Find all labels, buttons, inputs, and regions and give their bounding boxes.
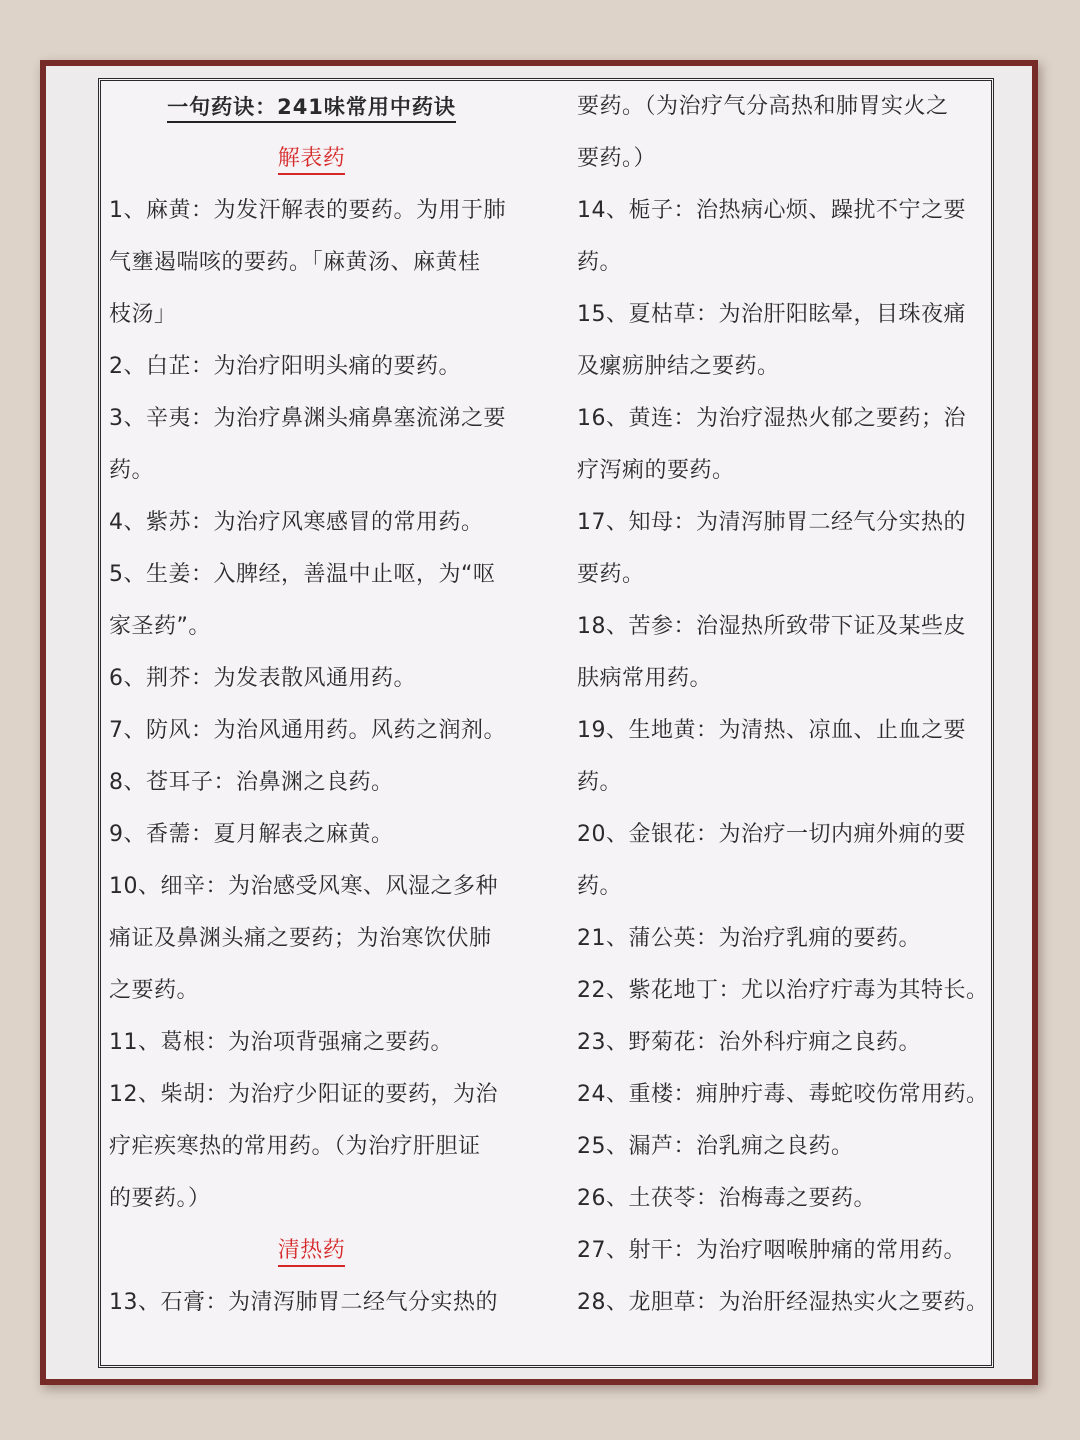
text-line: 及瘰疬肿结之要药。 bbox=[577, 354, 780, 379]
text-line: 枝汤」 bbox=[109, 302, 177, 327]
text-line: 药。 bbox=[109, 458, 155, 483]
text-line: 22、紫花地丁：尤以治疗疔毒为其特长。 bbox=[577, 978, 989, 1003]
content-border bbox=[98, 78, 994, 1368]
text-line: 药。 bbox=[577, 874, 623, 899]
text-line: 要药。 bbox=[577, 562, 645, 587]
text-line: 9、香薷：夏月解表之麻黄。 bbox=[109, 822, 394, 847]
section-heading-jiebiao: 解表药 bbox=[109, 133, 514, 185]
text-line: 20、金银花：为治疗一切内痈外痈的要 bbox=[577, 822, 966, 847]
text-line: 28、龙胆草：为治肝经湿热实火之要药。 bbox=[577, 1290, 989, 1315]
text-line: 19、生地黄：为清热、凉血、止血之要 bbox=[577, 718, 966, 743]
page-title: 一句药诀：241味常用中药诀 bbox=[109, 81, 514, 133]
text-line: 药。 bbox=[577, 250, 623, 275]
text-line: 5、生姜：入脾经，善温中止呕，为“呕 bbox=[109, 562, 496, 587]
text-line: 痛证及鼻渊头痛之要药；为治寒饮伏肺 bbox=[109, 926, 492, 951]
text-line: 26、土茯苓：治梅毒之要药。 bbox=[577, 1186, 876, 1211]
text-line: 7、防风：为治风通用药。风药之润剂。 bbox=[109, 718, 506, 743]
text-line: 要药。（为治疗气分高热和肺胃实火之 bbox=[577, 94, 949, 119]
section-heading-qingre: 清热药 bbox=[109, 1225, 514, 1277]
text-line: 2、白芷：为治疗阳明头痛的要药。 bbox=[109, 354, 461, 379]
text-line: 之要药。 bbox=[109, 978, 200, 1003]
text-line: 疗疟疾寒热的常用药。（为治疗肝胆证 bbox=[109, 1134, 481, 1159]
text-line: 要药。） bbox=[577, 146, 657, 171]
text-line: 21、蒲公英：为治疗乳痈的要药。 bbox=[577, 926, 921, 951]
page-frame bbox=[40, 60, 1038, 1385]
text-line: 3、辛夷：为治疗鼻渊头痛鼻塞流涕之要 bbox=[109, 406, 506, 431]
right-column bbox=[577, 81, 987, 1329]
text-line: 27、射干：为治疗咽喉肿痛的常用药。 bbox=[577, 1238, 966, 1263]
text-line: 药。 bbox=[577, 770, 623, 795]
text-line: 肤病常用药。 bbox=[577, 666, 713, 691]
text-line: 14、栀子：治热病心烦、躁扰不宁之要 bbox=[577, 198, 966, 223]
text-line: 25、漏芦：治乳痈之良药。 bbox=[577, 1134, 854, 1159]
text-line: 17、知母：为清泻肺胃二经气分实热的 bbox=[577, 510, 966, 535]
text-line: 1、麻黄：为发汗解表的要药。为用于肺 bbox=[109, 198, 506, 223]
text-line: 12、柴胡：为治疗少阳证的要药，为治 bbox=[109, 1082, 498, 1107]
text-line: 的要药。） bbox=[109, 1186, 211, 1211]
text-line: 气壅遏喘咳的要药。「麻黄汤、麻黄桂 bbox=[109, 250, 481, 275]
text-line: 13、石膏：为清泻肺胃二经气分实热的 bbox=[109, 1290, 498, 1315]
text-line: 疗泻痢的要药。 bbox=[577, 458, 735, 483]
text-line: 6、荆芥：为发表散风通用药。 bbox=[109, 666, 416, 691]
text-line: 8、苍耳子：治鼻渊之良药。 bbox=[109, 770, 394, 795]
text-line: 23、野菊花：治外科疔痈之良药。 bbox=[577, 1030, 921, 1055]
text-line: 24、重楼：痈肿疔毒、毒蛇咬伤常用药。 bbox=[577, 1082, 989, 1107]
text-line: 16、黄连：为治疗湿热火郁之要药；治 bbox=[577, 406, 966, 431]
text-line: 4、紫苏：为治疗风寒感冒的常用药。 bbox=[109, 510, 484, 535]
text-line: 15、夏枯草：为治肝阳眩晕，目珠夜痛 bbox=[577, 302, 966, 327]
left-column bbox=[109, 81, 514, 1329]
text-line: 11、葛根：为治项背强痛之要药。 bbox=[109, 1030, 453, 1055]
text-line: 10、细辛：为治感受风寒、风湿之多种 bbox=[109, 874, 498, 899]
text-line: 家圣药”。 bbox=[109, 614, 211, 639]
text-line: 18、苦参：治湿热所致带下证及某些皮 bbox=[577, 614, 966, 639]
